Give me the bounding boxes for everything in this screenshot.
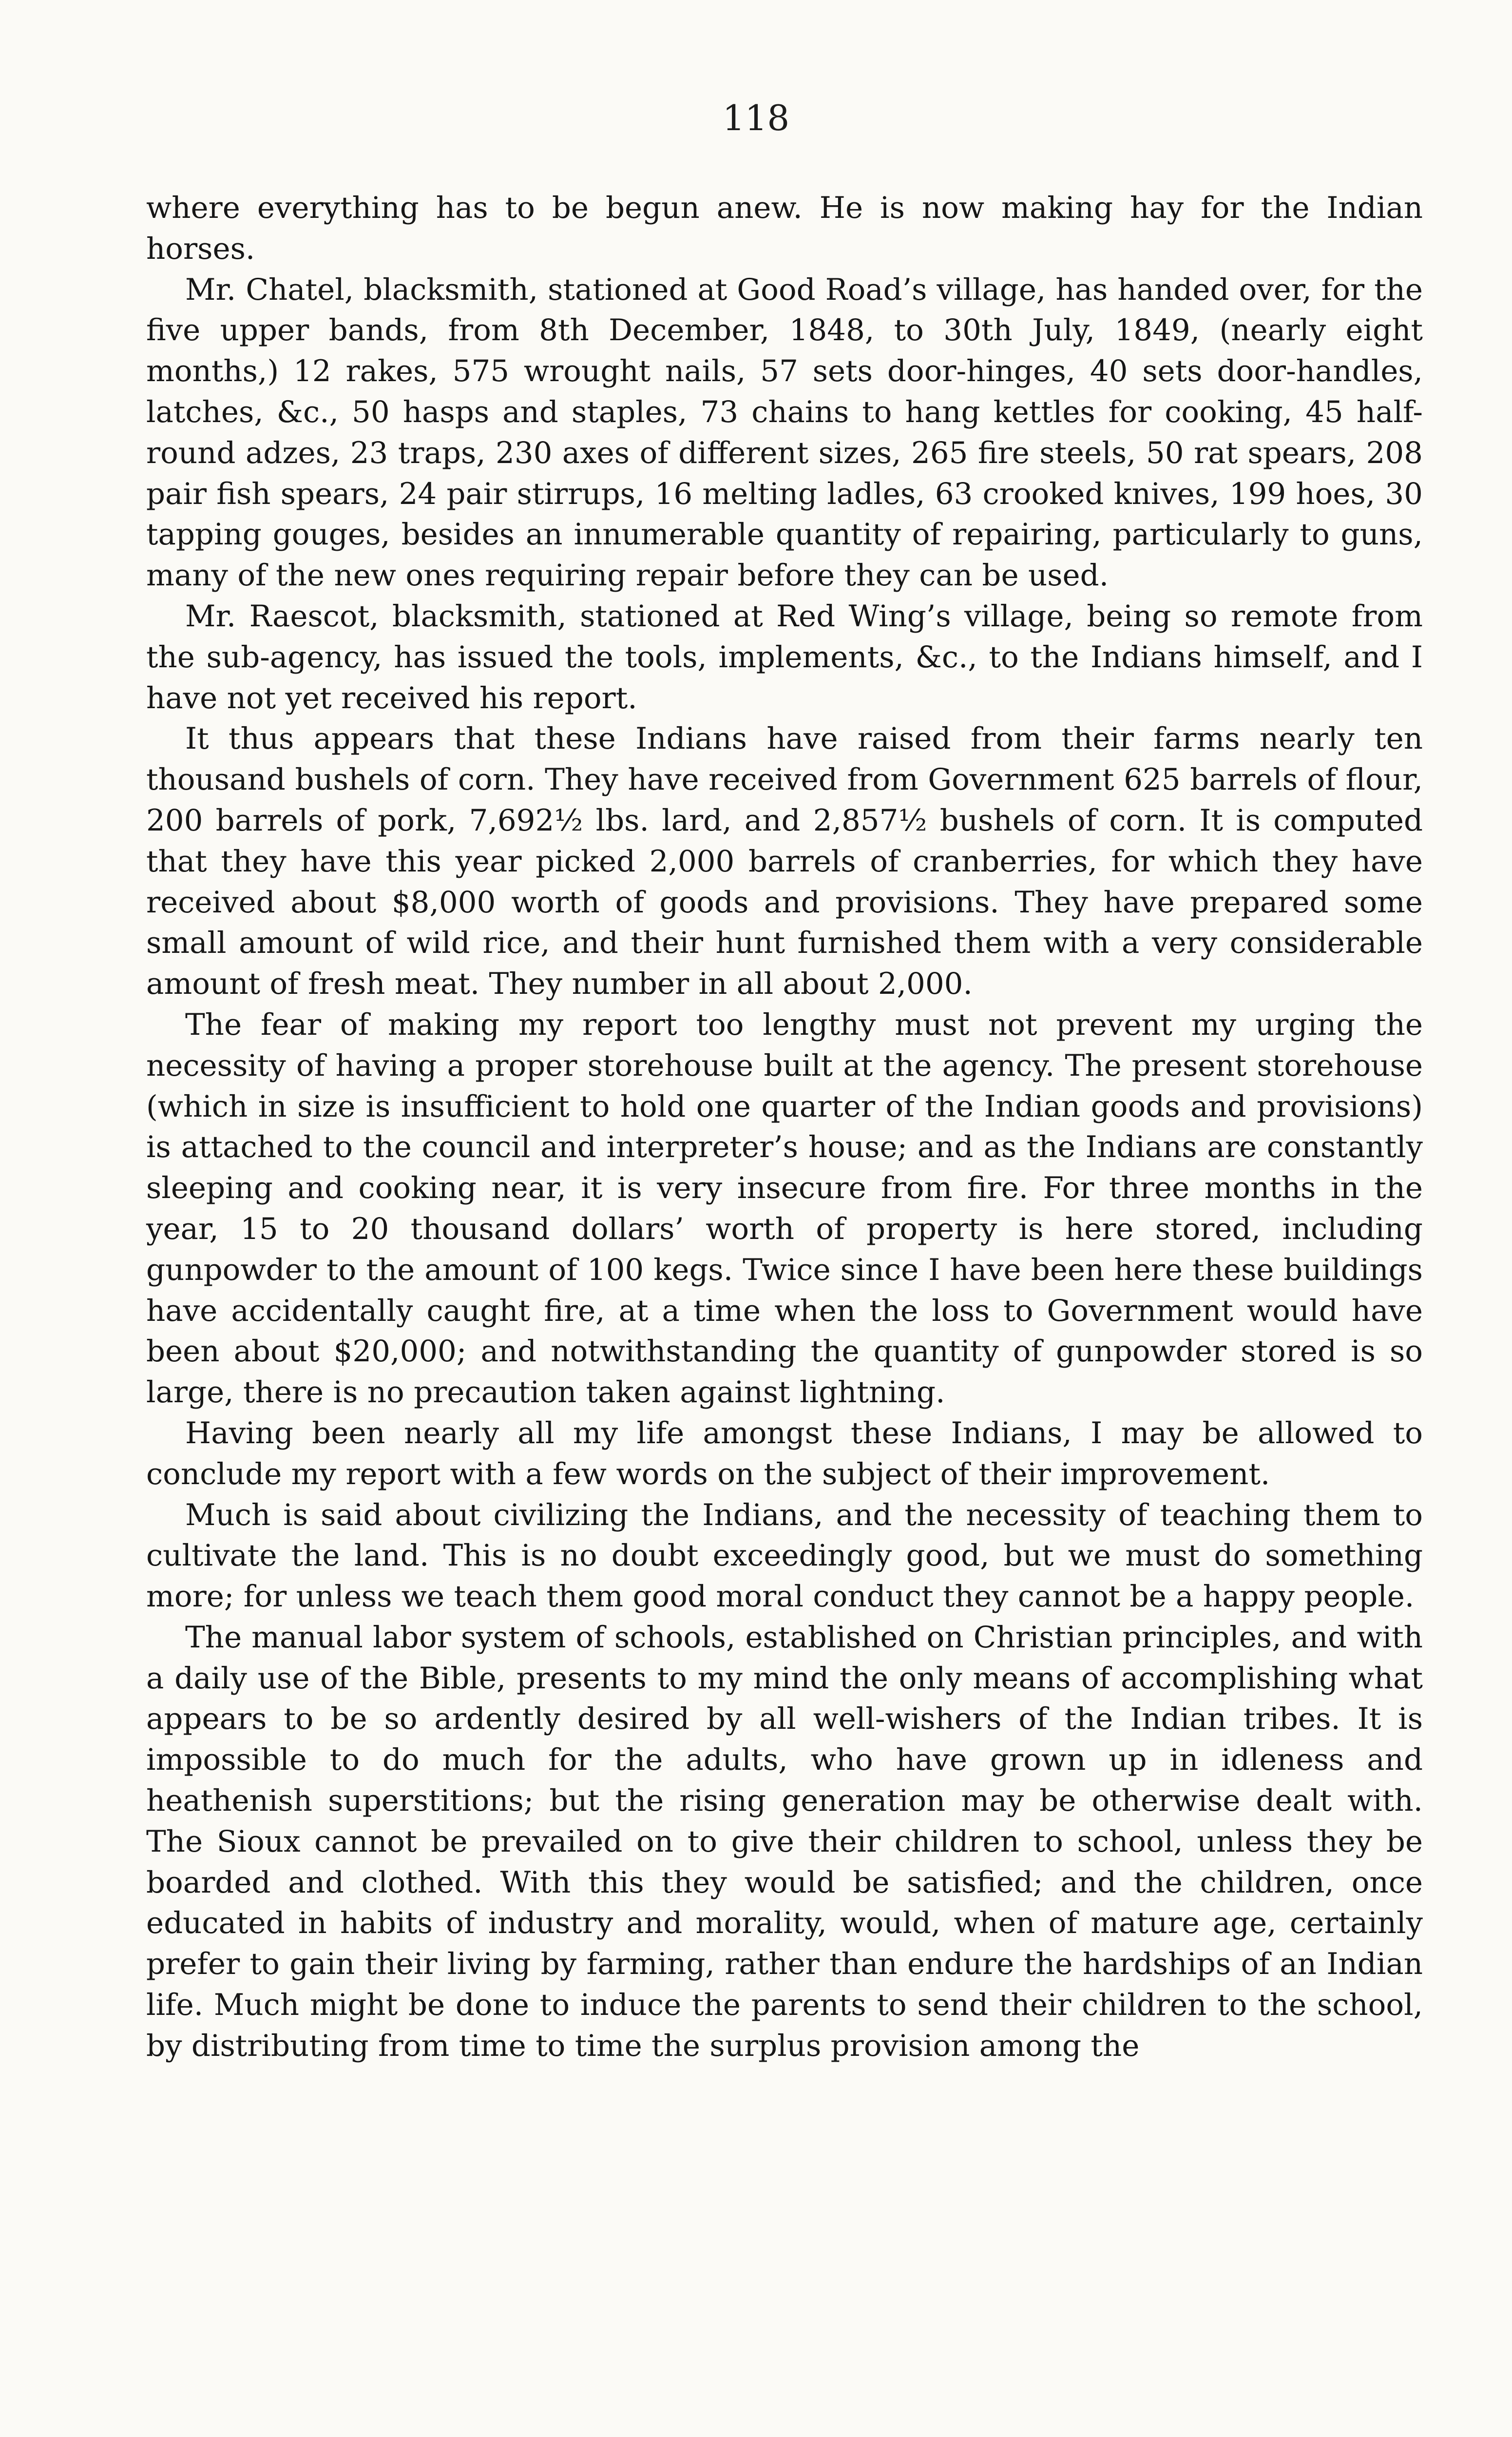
paragraph-storehouse: The fear of making my report too lengthy must not prevent my urging the necessity of having a proper storehouse built at the agency. The present storehouse (which in size is insufficient to hold one quarter of the Indian goods and provisions) is attached to the council and interpreter’s house; and as the Indians are constantly sleeping and cooking near, it is very insecure from fire. For three months in the year, 15 to 20 thousand dollars’ worth of property is here stored, including gunpowder to the amount of 100 kegs. Twice since I have been here these buildings have accidentally caught fire, at a time when the loss to Government would have been about $20,000; and notwithstanding the quantity of gunpowder stored is so large, there is no precaution taken against lightning. [146,1007,1423,1410]
paragraph-improvement-intro: Having been nearly all my life amongst these Indians, I may be allowed to conclude my report with a few words on the subject of their improvement. [146,1415,1423,1491]
body-text [146,188,1423,2067]
paragraph-chatel-report: Mr. Chatel, blacksmith, stationed at Good Road’s village, has handed over, for the five upper bands, from 8th December, 1848, to 30th July, 1849, (nearly eight months,) 12 rakes, 575 wrought nails, 57 sets door-hinges, 40 sets door-handles, latches, &c., 50 hasps and staples, 73 chains to hang kettles for cooking, 45 half-round adzes, 23 traps, 230 axes of different sizes, 265 fire steels, 50 rat spears, 208 pair fish spears, 24 pair stirrups, 16 melting ladles, 63 crooked knives, 199 hoes, 30 tapping gouges, besides an innumerable quantity of repairing, particularly to guns, many of the new ones requiring repair before they can be used. [146,272,1423,593]
paragraph-harvest-summary: It thus appears that these Indians have raised from their farms nearly ten thousand bushels of corn. They have received from Government 625 barrels of flour, 200 barrels of pork, 7,692½ lbs. lard, and 2,857½ bushels of corn. It is computed that they have this year picked 2,000 barrels of cranberries, for which they have received about $8,000 worth of goods and provisions. They have prepared some small amount of wild rice, and their hunt furnished them with a very considerable amount of fresh meat. They number in all about 2,000. [146,721,1423,1002]
page-number: 118 [722,97,790,138]
paragraph-manual-labor-schools: The manual labor system of schools, established on Christian principles, and with a daily use of the Bible, presents to my mind the only means of accomplishing what appears to be so ardently desired by all well-wishers of the Indian tribes. It is impossible to do much for the adults, who have grown up in idleness and heathenish superstitions; but the rising generation may be otherwise dealt with. The Sioux cannot be prevailed on to give their children to school, unless they be boarded and clothed. With this they would be satisfied; and the children, once educated in habits of industry and morality, would, when of mature age, certainly prefer to gain their living by farming, rather than endure the hardships of an Indian life. Much might be done to induce the parents to send their children to the school, by distributing from time to time the surplus provision among the [146,1620,1423,2063]
paragraph-civilizing: Much is said about civilizing the Indians, and the necessity of teaching them to cultivate the land. This is no doubt exceedingly good, but we must do something more; for unless we teach them good moral conduct they cannot be a happy people. [146,1497,1423,1614]
paragraph-raescot-report: Mr. Raescot, blacksmith, stationed at Red Wing’s village, being so remote from the sub-agency, has issued the tools, implements, &c., to the Indians himself, and I have not yet received his report. [146,599,1423,716]
paragraph-continuation: where everything has to be begun anew. He is now making hay for the Indian horses. [146,191,1423,266]
